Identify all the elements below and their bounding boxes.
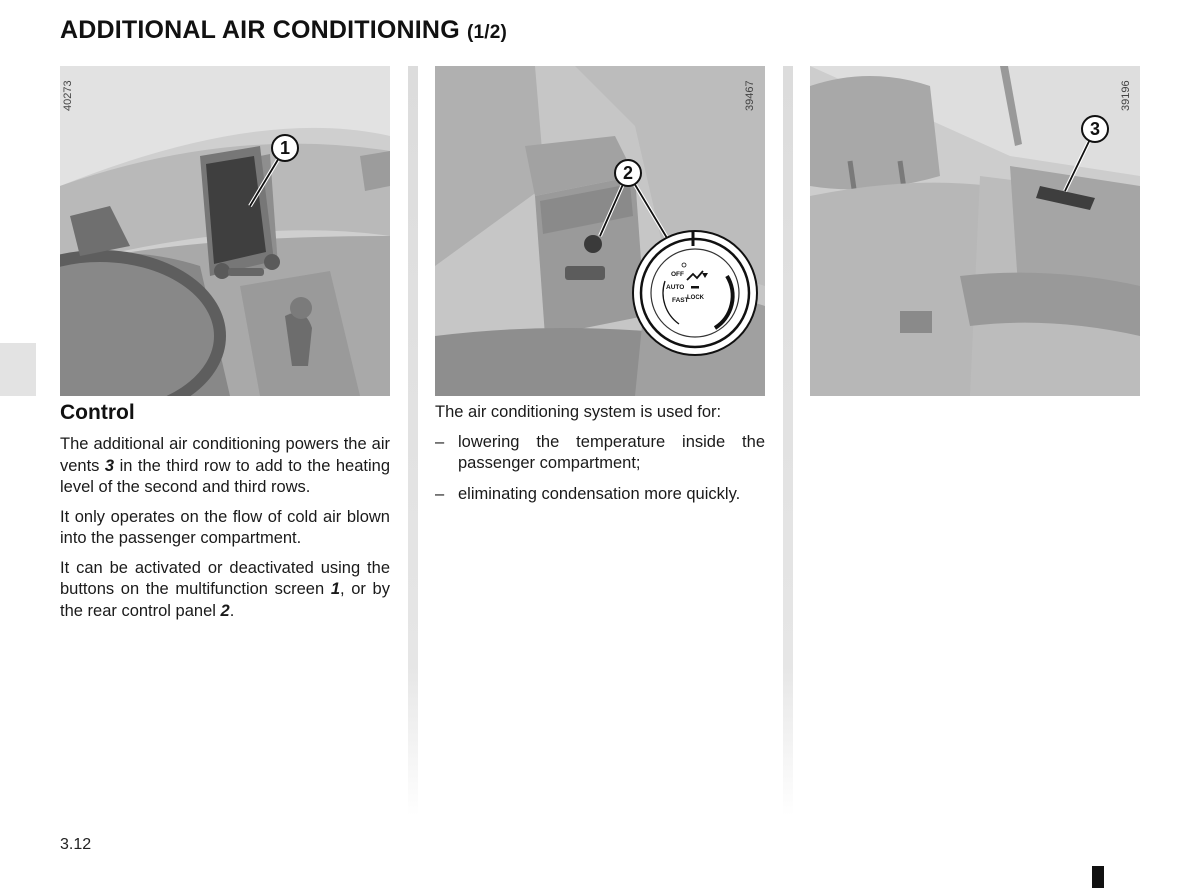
paragraph-vents-text-b: in the third row to add to the heating level of the second and third rows. (60, 456, 390, 496)
paragraph-activation-text-a: It can be activated or deactivated using the buttons on the multifunction screen (60, 558, 390, 598)
image-code-2: 39467 (744, 80, 756, 112)
column-divider-1 (408, 66, 418, 816)
dial-auto-label: AUTO (666, 284, 685, 291)
usage-intro: The air conditioning system is used for: (435, 403, 722, 421)
dashboard-illustration (60, 66, 390, 396)
list-dash: – (435, 432, 445, 451)
usage-list-item (435, 432, 765, 475)
image-code-1: 40273 (62, 80, 74, 112)
usage-item-text: lowering the temperature inside the passenger compartment; (458, 432, 765, 472)
usage-list (435, 432, 765, 506)
usage-item-text: eliminating condensation more quickly. (458, 484, 741, 503)
ref-screen-1: 1 (330, 580, 340, 598)
rear-console-drawing (435, 66, 765, 396)
section-heading-control: Control (60, 401, 135, 424)
paragraph-activation-text-c: . (229, 601, 235, 620)
page-corner-mark (1092, 866, 1104, 888)
dial-fast-label: FAST (672, 297, 689, 304)
paragraph-vents-text-a: The additional air conditioning powers the air vents (60, 435, 390, 475)
list-dash: – (435, 484, 445, 503)
page-number: 3.12 (60, 836, 92, 853)
page-title (60, 16, 507, 45)
paragraph-vents (60, 434, 390, 499)
third-row-drawing (810, 66, 1140, 396)
paragraph-activation (60, 558, 390, 623)
callout-1-label: 1 (279, 138, 291, 158)
column-1-text (60, 434, 390, 630)
dashboard-drawing (60, 66, 390, 396)
page-title-text: ADDITIONAL AIR CONDITIONING (60, 16, 460, 44)
rear-control-dial (633, 231, 757, 355)
column-2-text (435, 402, 765, 514)
column-divider-2 (783, 66, 793, 816)
rear-console-illustration (435, 66, 765, 396)
dial-off-label: OFF (671, 271, 684, 278)
dial-lock-label: LOCK (687, 295, 704, 301)
callout-2-label: 2 (622, 163, 634, 183)
paragraph-cold-air: It only operates on the flow of cold air blown into the passenger compartment. (60, 507, 390, 547)
third-row-illustration (810, 66, 1140, 396)
usage-list-item (435, 484, 765, 506)
paragraph-activation-text-b: , or by the rear control panel (60, 580, 390, 620)
section-side-tab (0, 343, 36, 396)
image-code-3: 39196 (1120, 80, 1132, 112)
ref-vents-3: 3 (104, 456, 115, 475)
ref-panel-2: 2 (220, 601, 230, 620)
callout-3-label: 3 (1089, 119, 1101, 139)
page-title-suffix: (1/2) (467, 22, 508, 43)
